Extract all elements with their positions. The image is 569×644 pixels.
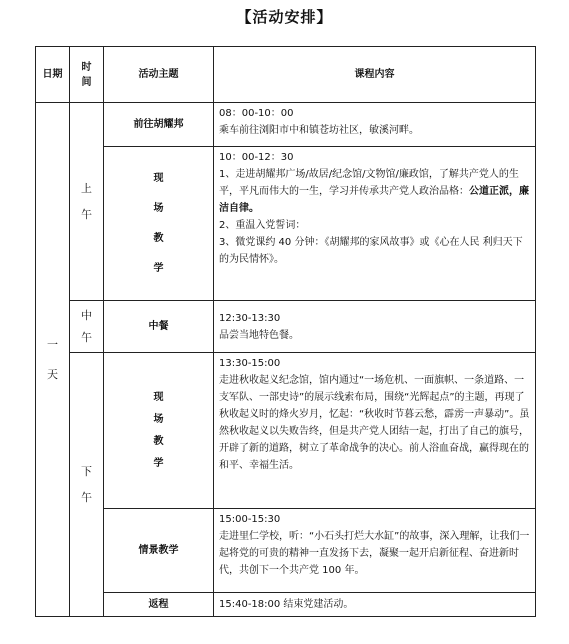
header-content: 课程内容 bbox=[214, 47, 536, 103]
table-row bbox=[36, 103, 536, 147]
theme-scenario-teaching: 情景教学 bbox=[104, 509, 214, 593]
theme-travel: 前往胡耀邦 bbox=[104, 103, 214, 147]
item-3: 3、微党课约 40 分钟：《胡耀邦的家风故事》或《心在人民 利归天下的为民情怀》。 bbox=[219, 237, 523, 265]
header-time-label: 时间 bbox=[81, 61, 92, 88]
item-1-text: 1、走进胡耀邦广场/故居/纪念馆/文物馆/廉政馆，了解共产党人的生平，平凡而伟大的一生，学习并传承共产党人政治品格： bbox=[219, 169, 519, 197]
header-date: 日期 bbox=[36, 47, 70, 103]
theme-site-teaching-2 bbox=[104, 353, 214, 509]
item-1 bbox=[219, 166, 531, 217]
content-lunch bbox=[214, 301, 536, 353]
period-noon-label: 中午 bbox=[81, 308, 92, 344]
table-row bbox=[36, 147, 536, 301]
page-title: 【活动安排】 bbox=[236, 8, 333, 26]
header-time bbox=[70, 47, 104, 103]
day-label: 一天 bbox=[47, 337, 58, 381]
period-afternoon-label: 下午 bbox=[81, 464, 92, 504]
theme-label: 现场教学 bbox=[153, 391, 164, 469]
period-morning-label: 上午 bbox=[81, 181, 92, 221]
time-text: 10：00-12：30 bbox=[219, 152, 294, 163]
content-site-teaching-2 bbox=[214, 353, 536, 509]
period-morning bbox=[70, 103, 104, 301]
header-theme: 活动主题 bbox=[104, 47, 214, 103]
schedule-table bbox=[35, 46, 536, 617]
header-row bbox=[36, 47, 536, 103]
content-scenario-teaching bbox=[214, 509, 536, 593]
desc-text: 品尝当地特色餐。 bbox=[219, 329, 299, 341]
day-cell bbox=[36, 103, 70, 617]
content-travel bbox=[214, 103, 536, 147]
time-text: 12:30-13:30 bbox=[219, 312, 281, 324]
theme-lunch: 中餐 bbox=[104, 301, 214, 353]
theme-return: 返程 bbox=[104, 593, 214, 617]
table-row bbox=[36, 301, 536, 353]
desc-text: 走进里仁学校，听：“小石头打烂大水缸”的故事，深入理解，让我们一起将党的可贵的精神一直发扬下去，凝聚一起开启新征程、奋进新时代，共创下一个共产党 100 年。 bbox=[219, 531, 530, 576]
time-text: 15:00-15:30 bbox=[219, 514, 281, 525]
content-site-teaching-1 bbox=[214, 147, 536, 301]
desc-text: 乘车前往浏阳市中和镇苍坊社区，敏溪河畔。 bbox=[219, 125, 419, 136]
item-1-bold: 公道正派，廉洁自律。 bbox=[219, 186, 529, 214]
table-row bbox=[36, 509, 536, 593]
desc-text: 走进秋收起义纪念馆，馆内通过“一场危机、一面旗帜、一条道路、一支军队、一部史诗”的展示线索布局，围绕“光辉起点”的主题，再现了秋收起义时的烽火岁月，忆起：“秋收时节暮云愁，霹雳一声暴动”。虽然秋收起义以失败告终，但是共产党人团结一起，打出了自己的旗号，开辟了新的道路，树立了革命战争的决心。前人浴血奋战，赢得现在的和平、幸福生活。 bbox=[219, 375, 530, 471]
theme-label: 现场教学 bbox=[153, 172, 164, 274]
content-return: 15:40-18:00 结束党建活动。 bbox=[214, 593, 536, 617]
table-row bbox=[36, 593, 536, 617]
period-noon bbox=[70, 301, 104, 353]
time-text: 13:30-15:00 bbox=[219, 358, 281, 369]
item-2: 2、重温入党誓词： bbox=[219, 220, 306, 231]
table-row bbox=[36, 353, 536, 509]
period-afternoon bbox=[70, 353, 104, 617]
theme-site-teaching-1 bbox=[104, 147, 214, 301]
time-text: 08：00-10：00 bbox=[219, 108, 294, 119]
